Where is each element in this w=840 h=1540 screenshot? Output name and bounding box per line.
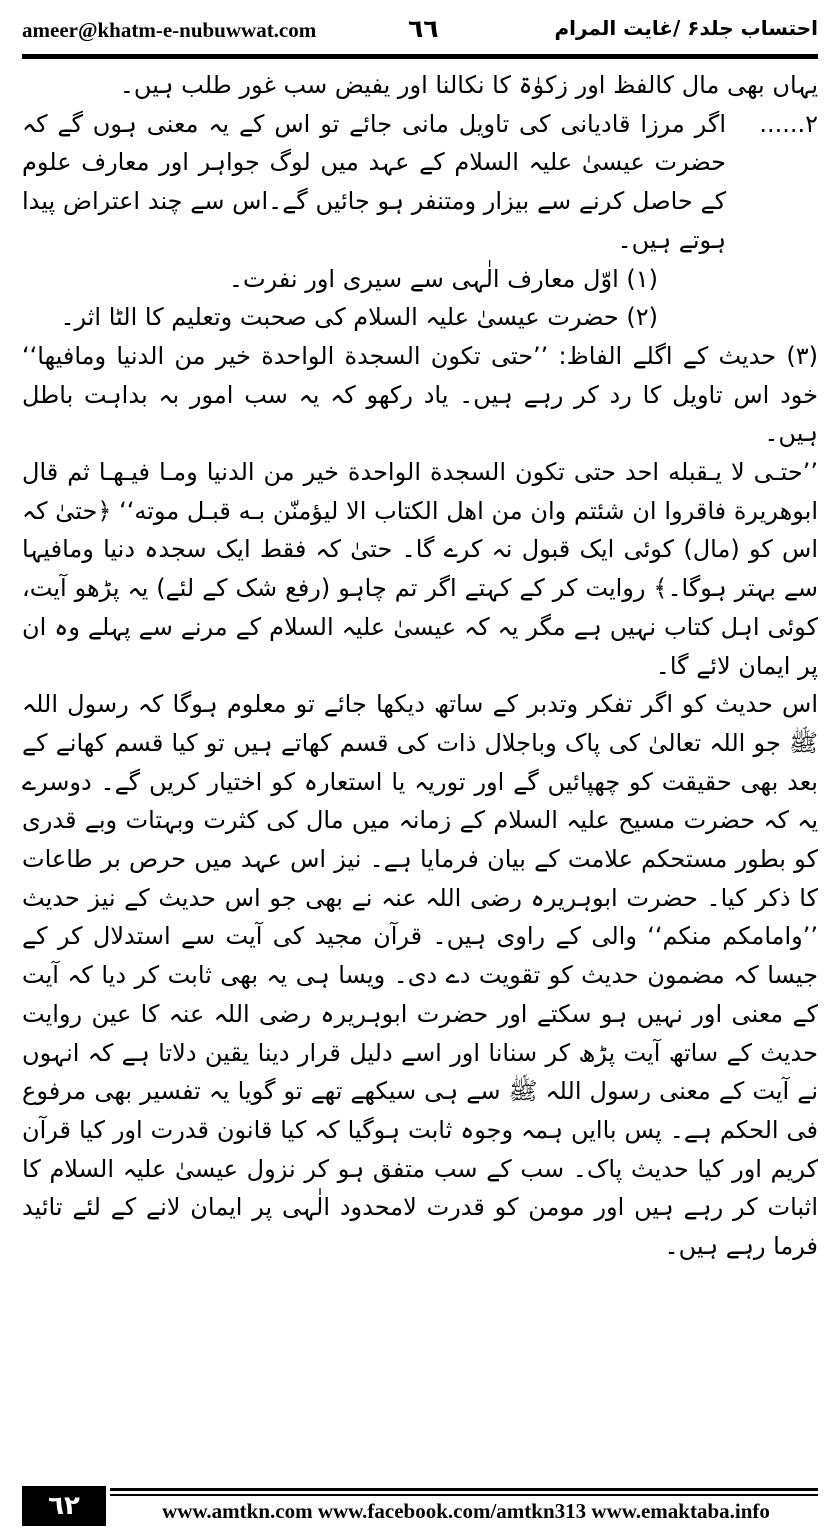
header-book-title: احتساب جلد۶ /غایت المرام [554, 16, 818, 40]
footer-rule-thick [110, 1488, 818, 1491]
footer-rule-thin [110, 1494, 818, 1496]
objection-3: (۳) حدیث کے اگلے الفاظ: ’’حتی تکون السجدة الواحدة خیر من الدنیا ومافیھا‘‘ خود اس تاویل کا رد کر رہے ہیں۔ یاد رکھو کہ یہ سب امور بہ بداہت باطل ہیں۔ [22, 341, 818, 448]
header-email: ameer@khatm-e-nubuwwat.com [22, 18, 317, 42]
header-volume-page: ٦٦ [408, 14, 439, 43]
header-rule [22, 54, 818, 59]
page-body [22, 66, 818, 1471]
item-2-text: اگر مرزا قادیانی کی تاویل مانی جائے تو اس کے یہ معنی ہوں گے کہ حضرت عیسیٰ علیہ السلام کے عہد میں لوگ جواہر اور معارف علوم کے حاصل کرنے سے بیزار ومتنفر ہو جائیں گے۔اس سے چند اعتراض پیدا ہوتے ہیں۔ [22, 109, 726, 254]
footer-rules [110, 1486, 818, 1496]
page-footer [22, 1486, 818, 1526]
footer-page-number: ٦٢ [22, 1486, 106, 1526]
paragraph-zakat: یہاں بھی مال کالفظ اور زکوٰۃ کا نکالنا اور یفیض سب غور طلب ہیں۔ [119, 71, 818, 99]
item-2-number: ۲...... [759, 109, 818, 138]
objection-1: (۱) اوّل معارف الٰہی سے سیری اور نفرت۔ [228, 264, 658, 293]
hadith-quote: ’’حتـی لا یـقبله احد حتی تکون السجدة الواحدة خیر من الدنیا ومـا فیـهـا ثم قال ابوهریرة فاقروا ان شئتم وان من اهل الکتاب الا لیؤمنّن بـه قبـل موته‘‘ ﴿حتیٰ کہ اس کو (مال) کوئی ایک قبول نہ کرے گا۔ حتیٰ کہ فقط ایک سجدہ دنیا ومافیہا سے بہتر ہوگا۔﴾ روایت کر کے کہتے اگر تم چاہو (رفع شک کے لئے) یہ پڑھو آیت، کوئی اہل کتاب نہیں ہے مگر یہ کہ عیسیٰ علیہ السلام کے مرنے سے پہلے وہ ان پر ایمان لائے گا۔ [22, 458, 818, 680]
page-header [22, 14, 818, 48]
footer-links: www.amtkn.com www.facebook.com/amtkn313 www.emaktaba.info [162, 1499, 770, 1523]
paragraph-conclusion: اس حدیث کو اگر تفکر وتدبر کے ساتھ دیکھا جائے تو معلوم ہوگا کہ رسول اللہ ﷺ جو اللہ تعالیٰ کی پاک وباجلال ذات کی قسم کھاتے ہیں تو کیا قسم کھانے کے بعد بھی حقیقت کو چھپائیں گے اور توریہ یا استعارہ کو اختیار کریں گے۔ دوسرے یہ کہ حضرت مسیح علیہ السلام کے زمانہ میں مال کی کثرت وبہتات وبے قدری کو بطور مستحکم علامت کے بیان فرمایا ہے۔ نیز اس عہد میں حرص بر طاعات کا ذکر کیا۔ حضرت ابوہریرہ رضی اللہ عنہ نے بھی جو اس حدیث کے نیز حدیث ’’وامامکم منکم‘‘ والی کے راوی ہیں۔ قرآن مجید کی آیت سے استدلال کر کے جیسا کہ مضمون حدیث کو تقویت دے دی۔ ویسا ہی یہ بھی ثابت کر دیا کہ آیت کے معنی اور نہیں ہو سکتے اور حضرت ابوہریرہ رضی اللہ عنہ کا عین روایت حدیث کے ساتھ آیت پڑھ کر سنانا اور اسے دلیل قرار دینا یقین دلاتا ہے کہ انہوں نے آیت کے معنی رسول اللہ ﷺ سے ہی سیکھے تھے تو گویا یہ تفسیر بھی مرفوع فی الحکم ہے۔ پس باایں ہمہ وجوہ ثابت ہوگیا کہ کیا قانون قدرت اور کیا قرآن کریم اور کیا حدیث پاک۔ سب کے سب متفق ہو کر نزول عیسیٰ علیہ السلام کا اثبات کر رہے ہیں اور مومن کو قدرت لامحدود الٰہی پر ایمان لانے کے لئے تائید فرما رہے ہیں۔ [22, 690, 818, 1261]
item-2 [22, 105, 818, 260]
objection-2: (۲) حضرت عیسیٰ علیہ السلام کی صحبت وتعلیم کا الٹا اثر۔ [60, 303, 658, 332]
